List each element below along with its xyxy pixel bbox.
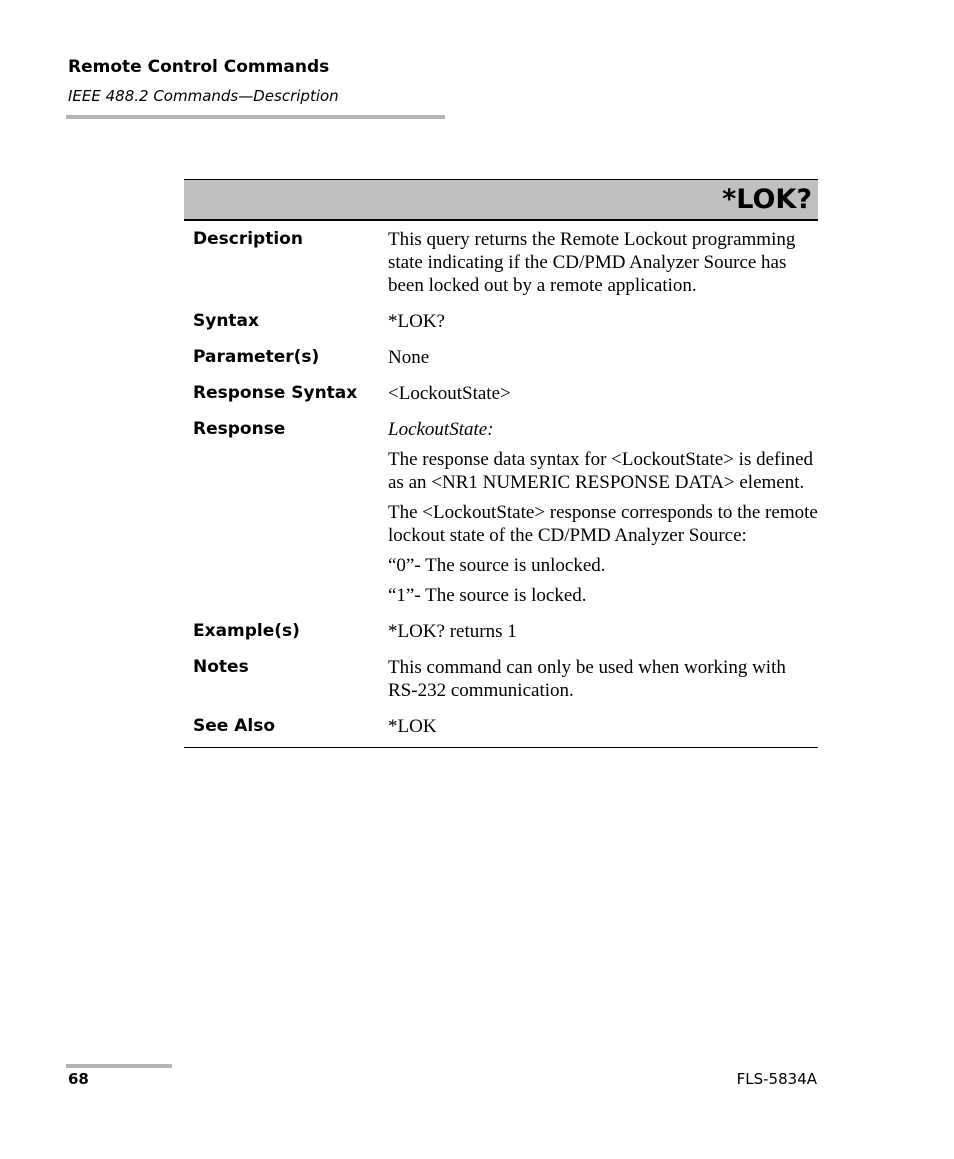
row-value <box>388 228 818 297</box>
row-description <box>184 228 818 297</box>
response-value-1: “1”- The source is locked. <box>388 585 587 606</box>
row-value <box>388 418 818 607</box>
row-value: <LockoutState> <box>388 383 511 404</box>
row-label: Description <box>193 229 303 249</box>
row-see-also <box>184 715 818 738</box>
command-details <box>184 221 818 748</box>
response-paragraph: The response data syntax for <LockoutState> is defined as an <NR1 NUMERIC RESPONSE DATA> element. <box>388 449 814 493</box>
command-name: *LOK? <box>722 184 812 215</box>
row-value: This command can only be used when working with RS-232 communication. <box>388 657 786 701</box>
row-label: Response <box>193 419 286 439</box>
document-id: FLS-5834A <box>736 1070 817 1088</box>
row-value: None <box>388 347 430 368</box>
footer-divider <box>66 1064 172 1068</box>
section-subtitle: IEEE 488.2 Commands—Description <box>68 87 339 105</box>
response-paragraph: The <LockoutState> response corresponds to the remote lockout state of the CD/PMD Analyzer Source: <box>388 502 818 546</box>
command-block <box>184 179 818 748</box>
row-response <box>184 418 818 607</box>
row-examples <box>184 620 818 643</box>
response-name: LockoutState: <box>388 419 494 440</box>
row-label: Notes <box>193 657 249 677</box>
row-label: See Also <box>193 716 276 736</box>
row-label: Example(s) <box>193 621 300 641</box>
page-number: 68 <box>68 1070 89 1088</box>
row-response-syntax <box>184 382 818 405</box>
row-label: Syntax <box>193 311 259 331</box>
response-value-0: “0”- The source is unlocked. <box>388 555 606 576</box>
row-value: *LOK? returns 1 <box>388 621 517 642</box>
command-title-bar <box>184 179 818 221</box>
row-value: *LOK <box>388 716 437 737</box>
row-label: Response Syntax <box>193 383 358 403</box>
description-text: This query returns the Remote Lockout programming state indicating if the CD/PMD Analyzer Source has been locked out by a remote application. <box>388 229 796 296</box>
header-divider <box>66 115 445 119</box>
row-notes <box>184 656 818 702</box>
row-parameters <box>184 346 818 369</box>
row-value: *LOK? <box>388 311 445 332</box>
row-label: Parameter(s) <box>193 347 320 367</box>
row-syntax <box>184 310 818 333</box>
section-title: Remote Control Commands <box>68 57 330 77</box>
